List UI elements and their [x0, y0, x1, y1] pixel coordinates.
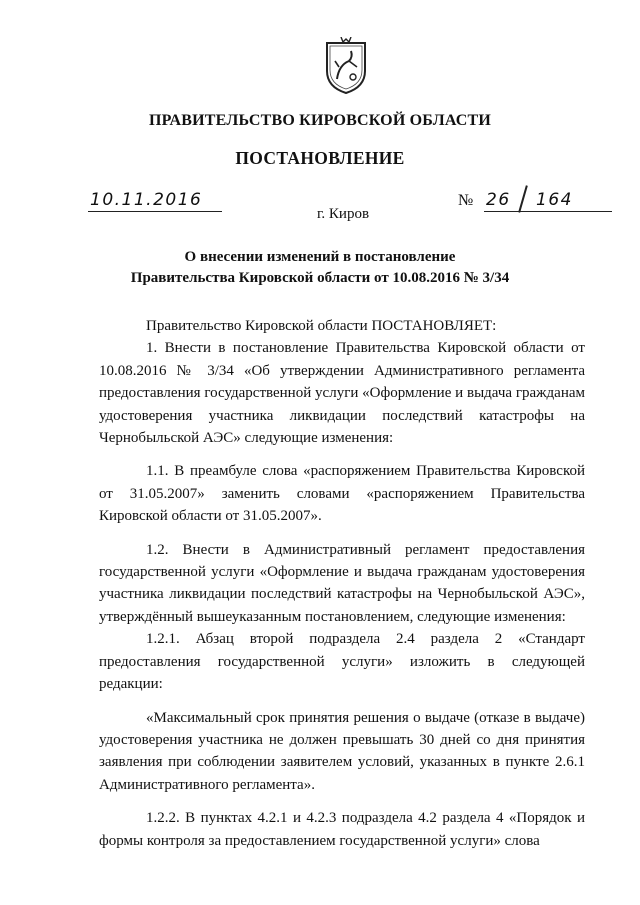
- document-type: ПОСТАНОВЛЕНИЕ: [235, 148, 405, 168]
- number-sign: №: [458, 192, 474, 209]
- document-title-line2: Правительства Кировской области от 10.08.2016 № 3/34: [130, 270, 510, 286]
- handwritten-number-part2: 164: [536, 190, 573, 210]
- paragraph: 1.2. Внести в Административный регламент предоставления государственной услуги «Оформление и выдача гражданам удостоверения участника ликвидации последствий катастрофы на Чернобыльской АЭС», утверждённый вышеуказанным постановлением, следующие изменения:: [99, 541, 585, 625]
- paragraph: 1.2.2. В пунктах 4.2.1 и 4.2.3 подраздела 4.2 раздела 4 «Порядок и формы контроля за предоставлением государственной услуги» слова: [99, 810, 585, 849]
- city: г. Киров: [316, 206, 370, 222]
- government-name: ПРАВИТЕЛЬСТВО КИРОВСКОЙ ОБЛАСТИ: [148, 112, 492, 129]
- paragraph: 1.2.1. Абзац второй подраздела 2.4 раздела 2 «Стандарт предоставления государственной услуги» изложить в следующей редакции:: [99, 631, 585, 693]
- document-body: [99, 315, 585, 852]
- document-title-line1: О внесении изменений в постановление: [184, 249, 456, 265]
- paragraph: 1.1. В преамбуле слова «распоряжением Правительства Кировской от 31.05.2007» заменить словами «распоряжением Правительства Кировской области от 31.05.2007».: [99, 463, 585, 525]
- paragraph: «Максимальный срок принятия решения о выдаче (отказе в выдаче) удостоверения участника не должен превышать 30 дней со дня принятия заявления при соблюдении заявителем условий, указанных в пункте 2.6.1 Административного регламента».: [99, 709, 585, 793]
- paragraph: 1. Внести в постановление Правительства Кировской области от 10.08.2016 № 3/34 «Об утверждении Административного регламента предоставления государственной услуги «Оформление и выдача гражданам удостоверения участника ликвидации последствий катастрофы на Чернобыльской АЭС» следующие изменения:: [99, 340, 585, 447]
- paragraph: Правительство Кировской области ПОСТАНОВЛЯЕТ:: [146, 318, 497, 334]
- handwritten-date: 10.11.2016: [90, 190, 203, 210]
- coat-of-arms-icon: [323, 37, 369, 95]
- handwritten-number-part1: 26: [486, 190, 511, 210]
